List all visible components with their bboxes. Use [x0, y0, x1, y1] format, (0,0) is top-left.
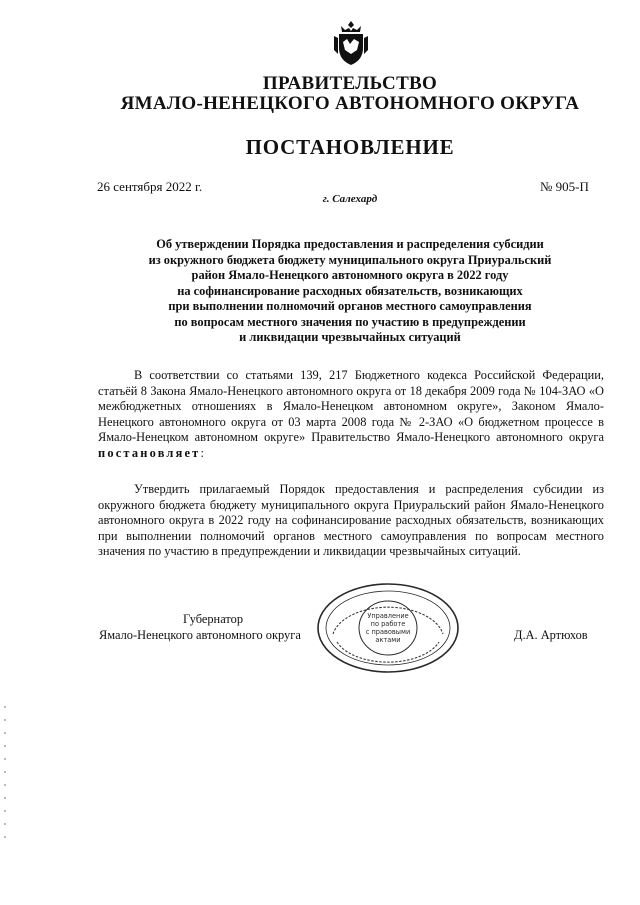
title-line: Об утверждении Порядка предоставления и распределения субсидии	[156, 237, 544, 251]
title-line: район Ямало-Ненецкого автономного округа в 2022 году	[191, 268, 509, 282]
document-city: г. Салехард	[322, 193, 378, 205]
svg-text:Управление: Управление	[367, 612, 409, 620]
signatory-title-line1: Губернатор	[183, 612, 244, 626]
document-type: ПОСТАНОВЛЕНИЕ	[245, 135, 455, 159]
scan-edge-marks	[4, 706, 8, 846]
svg-text:актами: актами	[375, 636, 401, 644]
resolution-paragraph: Утвердить прилагаемый Порядок предоставления и распределения субсидии из окружного бюджета бюджету муниципального округа Приуральский район Ямало-Ненецкого автономного округа в 2022 году на софинансирование расходных обязательств, возникающих при выполнении полномочий органов местного самоуправления по вопросам местного значения по участию в предупреждении и ликвидации чрезвычайных ситуаций.	[98, 482, 604, 559]
decrees-colon: :	[200, 445, 204, 460]
preamble-text: В соответствии со статьями 139, 217 Бюджетного кодекса Российской Федерации, статьёй 8 Закона Ямало-Ненецкого автономного округа от 18 декабря 2009 года № 104-ЗАО «О межбюджетных отношениях в Ямало-Ненецком автономном округе», Законом Ямало-Ненецкого автономного округа от 03 марта 2008 года № 2-ЗАО «О бюджетном процессе в Ямало-Ненецком автономном округе» Правительство Ямало-Ненецкого автономного округа	[98, 368, 604, 445]
document-title	[95, 237, 605, 346]
title-line: по вопросам местного значения по участию в предупреждении	[174, 314, 526, 329]
title-line: из окружного бюджета бюджету муниципального округа Приуральский	[148, 252, 552, 267]
org-name-line1: ПРАВИТЕЛЬСТВО	[262, 73, 438, 94]
signatory-name: Д.А. Артюхов	[514, 628, 588, 642]
document-date: 26 сентября 2022 г.	[97, 179, 203, 194]
yamal-coat-of-arms-icon	[333, 20, 369, 66]
official-stamp	[315, 582, 461, 674]
decrees-word: постановляет	[98, 445, 201, 460]
title-line: на софинансирование расходных обязательств, возникающих	[177, 283, 523, 298]
preamble-paragraph	[98, 368, 604, 462]
svg-text:по работе: по работе	[370, 620, 406, 628]
signatory-title-line2: Ямало-Ненецкого автономного округа	[99, 628, 301, 642]
title-line: и ликвидации чрезвычайных ситуаций	[239, 330, 461, 344]
title-line: при выполнении полномочий органов местного самоуправления	[168, 299, 532, 313]
document-number: № 905-П	[540, 179, 589, 194]
svg-text:с правовыми: с правовыми	[365, 628, 411, 636]
org-name-line2: ЯМАЛО-НЕНЕЦКОГО АВТОНОМНОГО ОКРУГА	[120, 93, 580, 114]
